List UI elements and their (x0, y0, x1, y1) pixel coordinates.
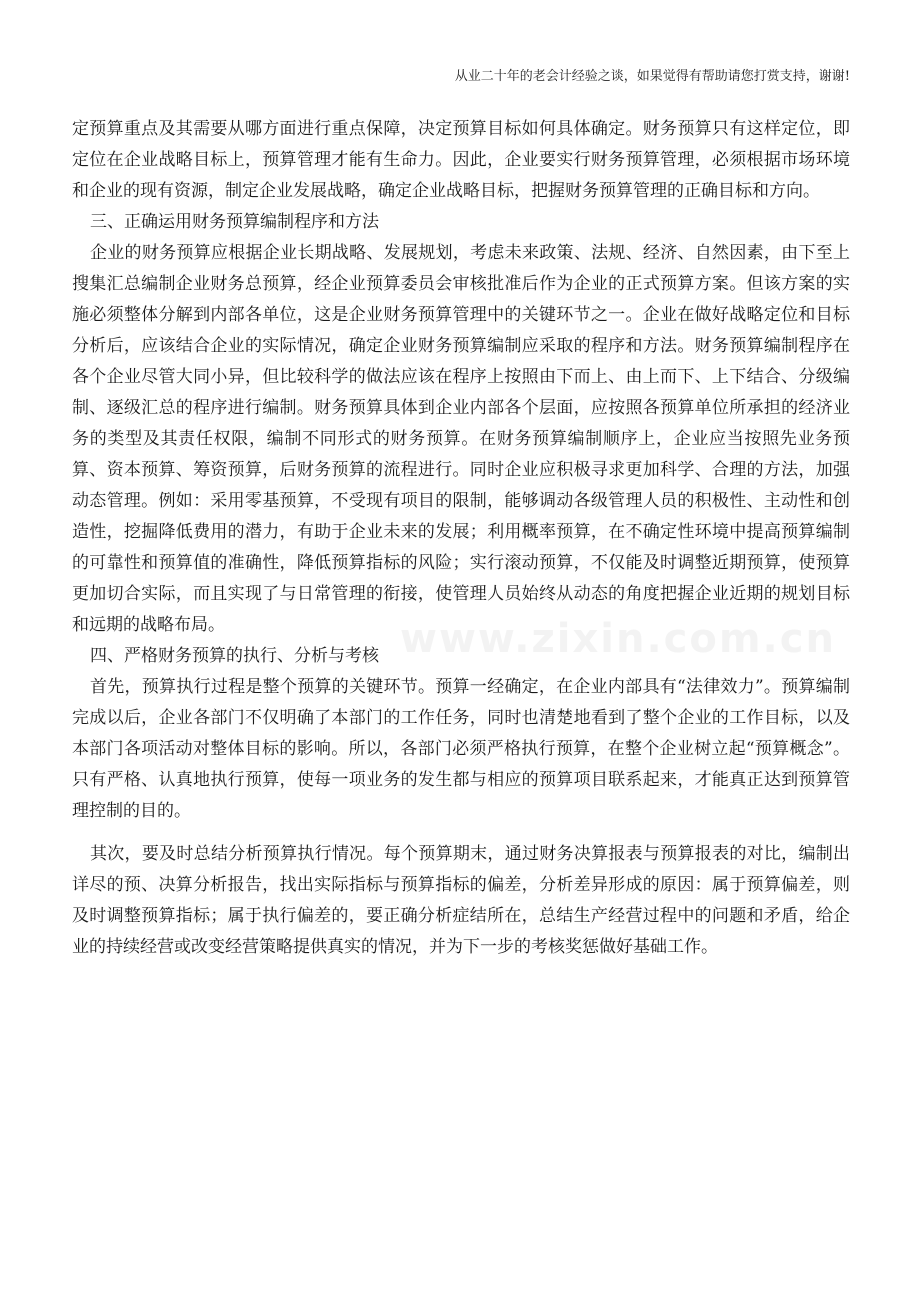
section-heading-3: 三、正确运用财务预算编制程序和方法 (90, 212, 379, 232)
watermark: www.zixin.com.cn (400, 616, 836, 662)
document-body (72, 114, 850, 963)
paragraph-budget-analysis: 其次，要及时总结分析预算执行情况。每个预算期末，通过财务决算报表与预算报表的对比，编制出详尽的预、决算分析报告，找出实际指标与预算指标的偏差，分析差异形成的原因：属于预算偏差，则及时调整预算指标；属于执行偏差的，要正确分析症结所在，总结生产经营过程中的问题和矛盾，给企业的持续经营或改变经营策略提供真实的情况，并为下一步的考核奖惩做好基础工作。 (72, 844, 850, 957)
header-note: 从业二十年的老会计经验之谈，如果觉得有帮助请您打赏支持，谢谢! (454, 69, 850, 84)
paragraph-strategy-continuation: 定预算重点及其需要从哪方面进行重点保障，决定预算目标如何具体确定。财务预算只有这样定位，即定位在企业战略目标上，预算管理才能有生命力。因此，企业要实行财务预算管理，必须根据市场环境和企业的现有资源，制定企业发展战略，确定企业战略目标，把握财务预算管理的正确目标和方向。 (72, 119, 850, 201)
paragraph-budget-execution: 首先，预算执行过程是整个预算的关键环节。预算一经确定，在企业内部具有“法律效力”。预算编制完成以后，企业各部门不仅明确了本部门的工作任务，同时也清楚地看到了整个企业的工作目标，以及本部门各项活动对整体目标的影响。所以，各部门必须严格执行预算，在整个企业树立起“预算概念”。只有严格、认真地执行预算，使每一项业务的发生都与相应的预算项目联系起来，才能真正达到预算管理控制的目的。 (72, 677, 850, 821)
section-heading-4: 四、严格财务预算的执行、分析与考核 (90, 646, 379, 666)
paragraph-budget-preparation: 企业的财务预算应根据企业长期战略、发展规划，考虑未来政策、法规、经济、自然因素，由下至上搜集汇总编制企业财务总预算，经企业预算委员会审核批准后作为企业的正式预算方案。但该方案的实施必须整体分解到内部各单位，这是企业财务预算管理中的关键环节之一。企业在做好战略定位和目标分析后，应该结合企业的实际情况，确定企业财务预算编制应采取的程序和方法。财务预算编制程序在各个企业尽管大同小异，但比较科学的做法应该在程序上按照由下而上、由上而下、上下结合、分级编制、逐级汇总的程序进行编制。财务预算具体到企业内部各个层面，应按照各预算单位所承担的经济业务的类型及其责任权限，编制不同形式的财务预算。在财务预算编制顺序上，企业应当按照先业务预算、资本预算、筹资预算，后财务预算的流程进行。同时企业应积极寻求更加科学、合理的方法，加强动态管理。例如：采用零基预算，不受现有项目的限制，能够调动各级管理人员的积极性、主动性和创造性，挖掘降低费用的潜力，有助于企业未来的发展；利用概率预算，在不确定性环境中提高预算编制的可靠性和预算值的准确性，降低预算指标的风险；实行滚动预算，不仅能及时调整近期预算，使预算更加切合实际，而且实现了与日常管理的衔接，使管理人员始终从动态的角度把握企业近期的规划目标和远期的战略布局。 (72, 243, 850, 635)
